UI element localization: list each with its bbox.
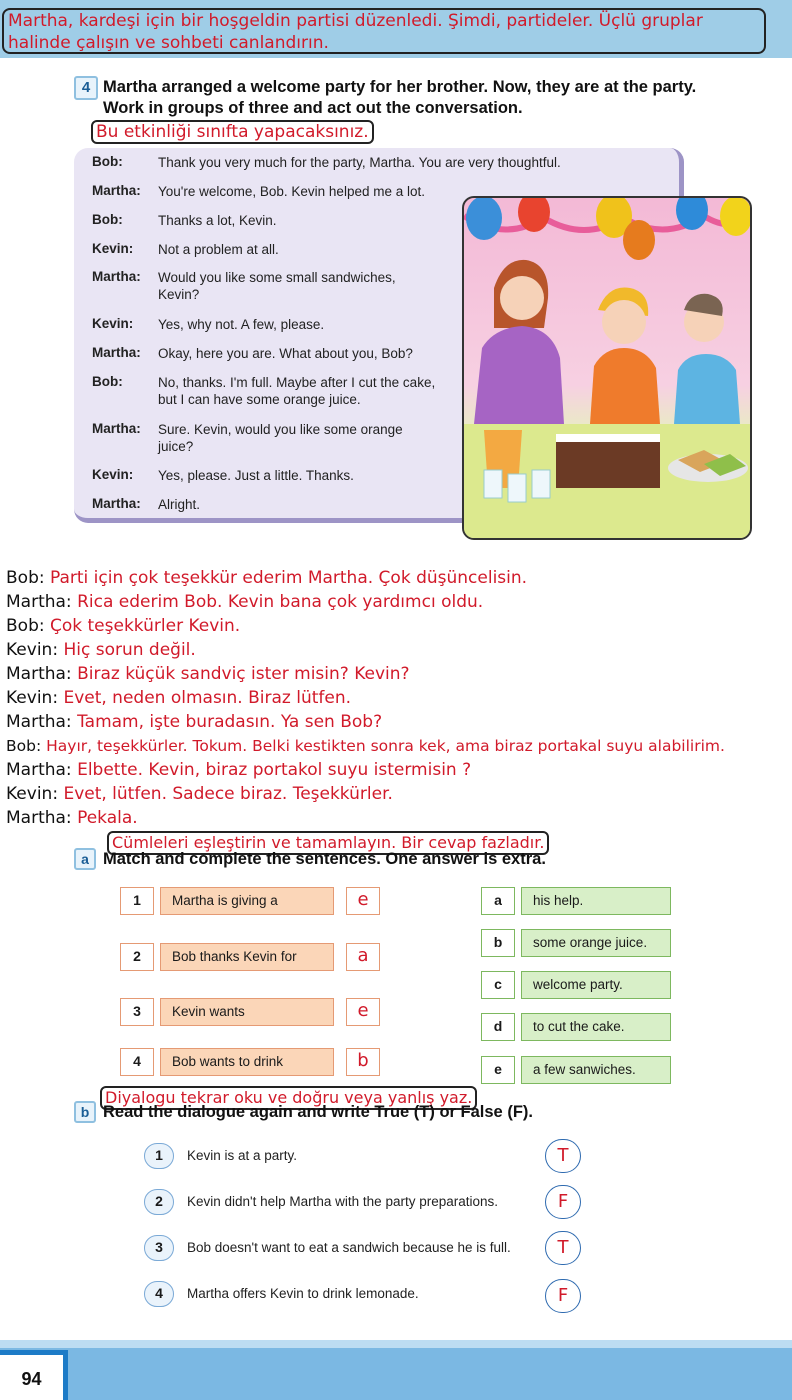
dialogue-line: Okay, here you are. What about you, Bob?: [158, 346, 413, 361]
party-illustration: [462, 196, 752, 540]
match-sentence-end: to cut the cake.: [521, 1013, 671, 1041]
dialogue-speaker: Kevin:: [92, 316, 134, 331]
translation-text: Biraz küçük sandviç ister misin? Kevin?: [77, 664, 410, 684]
dialogue-speaker: Martha:: [92, 496, 141, 511]
match-letter: a: [481, 887, 515, 915]
match-number: 4: [120, 1048, 154, 1076]
match-sentence-end: a few sanwiches.: [521, 1056, 671, 1084]
dialogue-line: Would you like some small sandwiches, Kevin?: [158, 270, 396, 302]
top-translation-note: Martha, kardeşi için bir hoşgeldin partisi düzenledi. Şimdi, partideler. Üçlü gruplar halinde çalışın ve sohbeti canlandırın.: [2, 8, 766, 54]
footer-stripe: [0, 1340, 792, 1348]
match-answer-box[interactable]: a: [346, 943, 380, 971]
translation-text: Pekala.: [77, 808, 138, 828]
translation-line: [6, 567, 527, 589]
dialogue-line: Alright.: [158, 497, 201, 512]
tf-statement: Kevin is at a party.: [187, 1148, 298, 1163]
match-sentence-end: his help.: [521, 887, 671, 915]
part-a-instruction: Match and complete the sentences. One answer is extra.: [103, 850, 546, 868]
dialogue-speaker: Bob:: [92, 374, 123, 389]
translation-text: Rica ederim Bob. Kevin bana çok yardımcı oldu.: [77, 592, 484, 612]
footer-band: [0, 1340, 792, 1400]
translation-speaker: Martha:: [6, 592, 72, 612]
match-sentence-end: welcome party.: [521, 971, 671, 999]
cake-icing: [556, 434, 660, 442]
translation-line: [6, 759, 471, 781]
dialogue-line: You're welcome, Bob. Kevin helped me a lot.: [158, 184, 425, 199]
classroom-note: Bu etkinliği sınıfta yapacaksınız.: [91, 120, 374, 144]
dialogue-speaker: Martha:: [92, 269, 141, 284]
dialogue-line: Not a problem at all.: [158, 242, 279, 257]
martha-face: [500, 276, 544, 320]
dialogue-line: Thanks a lot, Kevin.: [158, 213, 277, 228]
match-letter: c: [481, 971, 515, 999]
exercise-instruction-line1: Martha arranged a welcome party for her brother. Now, they are at the party.: [103, 78, 697, 96]
dialogue-speaker: Kevin:: [92, 241, 134, 256]
translation-speaker: Martha:: [6, 664, 72, 684]
balloon-icon: [623, 220, 655, 260]
tf-statement: Bob doesn't want to eat a sandwich because he is full.: [187, 1240, 511, 1255]
balloon-icon: [466, 198, 502, 240]
glass-icon: [532, 470, 550, 498]
translation-speaker: Kevin:: [6, 688, 59, 708]
part-a-note: Cümleleri eşleştirin ve tamamlayın. Bir cevap fazladır.: [107, 831, 549, 855]
match-sentence-end: some orange juice.: [521, 929, 671, 957]
dialogue-speaker: Martha:: [92, 345, 141, 360]
match-sentence-start: Bob thanks Kevin for: [160, 943, 334, 971]
match-number: 3: [120, 998, 154, 1026]
glass-icon: [484, 470, 502, 498]
tf-answer-circle[interactable]: T: [545, 1139, 581, 1173]
translation-text: Evet, lütfen. Sadece biraz. Teşekkürler.: [63, 784, 393, 804]
match-letter: b: [481, 929, 515, 957]
translation-line: [6, 663, 410, 685]
page-number: 94: [0, 1350, 68, 1400]
translation-speaker: Martha:: [6, 760, 72, 780]
tf-statement: Kevin didn't help Martha with the party preparations.: [187, 1194, 499, 1209]
dialogue-speaker: Bob:: [92, 212, 123, 227]
kevin-face: [602, 300, 646, 344]
match-number: 1: [120, 887, 154, 915]
dialogue-line: Sure. Kevin, would you like some orange juice?: [158, 422, 403, 454]
translation-line: [6, 735, 725, 757]
translation-line: [6, 711, 382, 733]
dialogue-line: No, thanks. I'm full. Maybe after I cut the cake, but I can have some orange juice.: [158, 375, 436, 407]
match-sentence-start: Martha is giving a: [160, 887, 334, 915]
cake-icon: [556, 438, 660, 488]
dialogue-line: Yes, why not. A few, please.: [158, 317, 325, 332]
dialogue-speaker: Bob:: [92, 154, 123, 169]
translation-speaker: Bob:: [6, 568, 45, 588]
part-a-badge: a: [74, 848, 96, 870]
match-number: 2: [120, 943, 154, 971]
exercise-instruction-line2: Work in groups of three and act out the conversation.: [103, 99, 523, 117]
tf-statement: Martha offers Kevin to drink lemonade.: [187, 1286, 419, 1301]
match-answer-box[interactable]: b: [346, 1048, 380, 1076]
glass-icon: [508, 474, 526, 502]
translation-speaker: Bob:: [6, 616, 45, 636]
match-sentence-start: Bob wants to drink: [160, 1048, 334, 1076]
tf-number: 1: [144, 1143, 174, 1169]
match-letter: d: [481, 1013, 515, 1041]
translation-text: Elbette. Kevin, biraz portakol suyu istermisin ?: [77, 760, 472, 780]
part-b-instruction: Read the dialogue again and write True (T) or False (F).: [103, 1103, 533, 1121]
tf-number: 3: [144, 1235, 174, 1261]
part-b-badge: b: [74, 1101, 96, 1123]
balloon-icon: [720, 198, 752, 236]
tf-answer-circle[interactable]: T: [545, 1231, 581, 1265]
dialogue-line: Yes, please. Just a little. Thanks.: [158, 468, 354, 483]
translation-line: [6, 783, 393, 805]
translation-speaker: Martha:: [6, 808, 72, 828]
translation-text: Parti için çok teşekkür ederim Martha. Çok düşüncelisin.: [50, 568, 528, 588]
tf-answer-circle[interactable]: F: [545, 1185, 581, 1219]
match-answer-box[interactable]: e: [346, 887, 380, 915]
translation-speaker: Bob:: [6, 737, 42, 755]
translation-line: [6, 687, 351, 709]
martha-shirt: [474, 326, 564, 424]
bob-shirt: [674, 354, 740, 424]
tf-answer-circle[interactable]: F: [545, 1279, 581, 1313]
party-scene-svg: [464, 198, 752, 540]
translation-text: Hayır, teşekkürler. Tokum. Belki kestikten sonra kek, ama biraz portakal suyu alabilirim.: [46, 737, 725, 755]
exercise-number-badge: 4: [74, 76, 98, 100]
translation-speaker: Kevin:: [6, 784, 59, 804]
translation-text: Tamam, işte buradasın. Ya sen Bob?: [77, 712, 383, 732]
translation-line: [6, 807, 138, 829]
dialogue-speaker: Martha:: [92, 183, 141, 198]
translation-text: Evet, neden olmasın. Biraz lütfen.: [63, 688, 352, 708]
dialogue-speaker: Martha:: [92, 421, 141, 436]
tf-number: 4: [144, 1281, 174, 1307]
translation-speaker: Kevin:: [6, 640, 59, 660]
translation-line: [6, 615, 240, 637]
match-letter: e: [481, 1056, 515, 1084]
part-b-note: Diyalogu tekrar oku ve doğru veya yanlış yaz.: [100, 1086, 477, 1110]
dialogue-speaker: Kevin:: [92, 467, 134, 482]
translation-line: [6, 639, 196, 661]
kevin-shirt: [590, 348, 660, 424]
match-answer-box[interactable]: e: [346, 998, 380, 1026]
tf-number: 2: [144, 1189, 174, 1215]
translation-text: Hiç sorun değil.: [63, 640, 196, 660]
match-sentence-start: Kevin wants: [160, 998, 334, 1026]
translation-text: Çok teşekkürler Kevin.: [50, 616, 241, 636]
translation-line: [6, 591, 483, 613]
translation-speaker: Martha:: [6, 712, 72, 732]
dialogue-line: Thank you very much for the party, Martha. You are very thoughtful.: [158, 155, 561, 170]
